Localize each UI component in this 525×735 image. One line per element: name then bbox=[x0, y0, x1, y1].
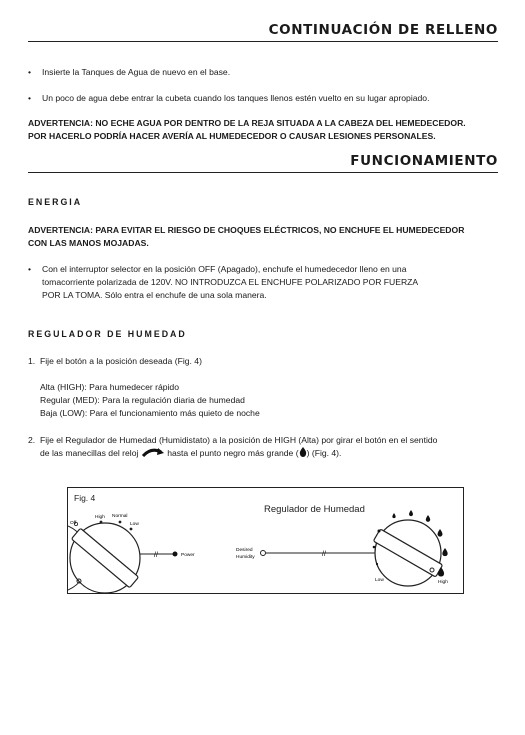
figure-label: Fig. 4 bbox=[74, 493, 96, 503]
drop-icon bbox=[392, 513, 395, 518]
bullet-icon: • bbox=[28, 93, 32, 103]
step-text: Fije el botón a la posición deseada (Fig. 4) bbox=[40, 356, 202, 366]
figure-4 bbox=[67, 487, 464, 594]
text-line: POR LA TOMA. Sólo entra el enchufe de una sola manera. bbox=[42, 290, 267, 300]
step-number: 2. bbox=[28, 435, 36, 445]
text-line bbox=[40, 447, 510, 460]
text-fragment: hasta el punto negro más grande ( bbox=[167, 448, 299, 458]
warning-line: ADVERTENCIA: NO ECHE AGUA POR DENTRO DE LA REJA SITUADA A LA CABEZA DEL HEMEDECEDOR. bbox=[28, 118, 466, 128]
normal-marker-icon bbox=[119, 521, 122, 524]
setting-regular: Regular (MED): Para la regulación diaria de humedad bbox=[40, 395, 245, 405]
drop-icon bbox=[373, 546, 376, 549]
warning-line: CON LAS MANOS MOJADAS. bbox=[28, 238, 149, 248]
drop-icon bbox=[376, 563, 378, 565]
clockwise-arrow-icon bbox=[141, 447, 165, 457]
humidity-dial bbox=[373, 520, 442, 586]
bullet-text: Insierte la Tanques de Agua de nuevo en el base. bbox=[42, 67, 231, 77]
text-fragment: de las manecillas del reloj bbox=[40, 448, 139, 458]
bullet-icon: • bbox=[28, 264, 32, 274]
label-high-right: High bbox=[438, 580, 448, 585]
large-dot-icon bbox=[299, 447, 307, 457]
drop-icon bbox=[442, 548, 447, 556]
label-desired: Desired bbox=[236, 548, 253, 553]
break-mark-right: // bbox=[322, 551, 326, 558]
subheading-energia: ENERGIA bbox=[28, 197, 83, 207]
label-off: Off bbox=[70, 521, 77, 526]
warning-line: POR HACERLO PODRÍA HACER AVERÍA AL HUMEDECEDOR O CAUSAR LESIONES PERSONALES. bbox=[28, 131, 436, 141]
subheading-regulador: REGULADOR DE HUMEDAD bbox=[28, 329, 187, 339]
drop-icon bbox=[378, 530, 381, 533]
settings-list bbox=[40, 381, 510, 420]
label-low-right: Low bbox=[375, 578, 384, 583]
setting-baja: Baja (LOW): Para el funcionamiento más quieto de noche bbox=[40, 408, 260, 418]
bullet-text: Un poco de agua debe entrar la cubeta cuando los tanques llenos estén vuelto en su lugar apropiado. bbox=[42, 93, 430, 103]
desired-humidity-dot-icon bbox=[261, 551, 266, 556]
section-title-continuacion: CONTINUACIÓN DE RELLENO bbox=[28, 22, 498, 42]
break-mark-left: // bbox=[154, 552, 158, 559]
text-line: Fije el Regulador de Humedad (Humidistato) a la posición de HIGH (Alta) por girar el botón en el sentido bbox=[40, 435, 438, 445]
label-high: High bbox=[95, 515, 105, 520]
text-line: Con el interruptor selector en la posición OFF (Apagado), enchufe el humedecedor lleno en una bbox=[42, 264, 407, 274]
high-marker-icon bbox=[100, 521, 103, 524]
low-marker-icon bbox=[130, 528, 133, 531]
bullet-text bbox=[42, 263, 497, 302]
label-normal: Normal bbox=[112, 514, 128, 519]
drop-icon bbox=[426, 515, 430, 522]
power-dot-icon bbox=[173, 552, 178, 557]
text-fragment: ) (Fig. 4). bbox=[306, 448, 342, 458]
warning-line: ADVERTENCIA: PARA EVITAR EL RIESGO DE CHOQUES ELÉCTRICOS, NO ENCHUFE EL HUMEDECEDOR bbox=[28, 225, 465, 235]
bullet-icon: • bbox=[28, 67, 32, 77]
warning-refill bbox=[28, 117, 498, 143]
label-humidity: Humidity bbox=[236, 555, 255, 560]
figure-drawing bbox=[68, 488, 463, 593]
warning-electric bbox=[28, 224, 498, 250]
label-power: Power bbox=[181, 553, 195, 558]
setting-alta: Alta (HIGH): Para humedecer rápido bbox=[40, 382, 179, 392]
step-text bbox=[40, 434, 510, 460]
section-title-funcionamiento: FUNCIONAMIENTO bbox=[28, 153, 498, 173]
figure-title: Regulador de Humedad bbox=[264, 504, 365, 515]
drop-icon bbox=[409, 510, 413, 516]
power-dial bbox=[68, 513, 140, 593]
text-line: tomacorriente polarizada de 120V. NO INTRODUZCA EL ENCHUFE POLARIZADO POR FUERZA bbox=[42, 277, 419, 287]
label-low: Low bbox=[130, 522, 139, 527]
step-number: 1. bbox=[28, 356, 36, 366]
drop-icon bbox=[438, 529, 443, 537]
